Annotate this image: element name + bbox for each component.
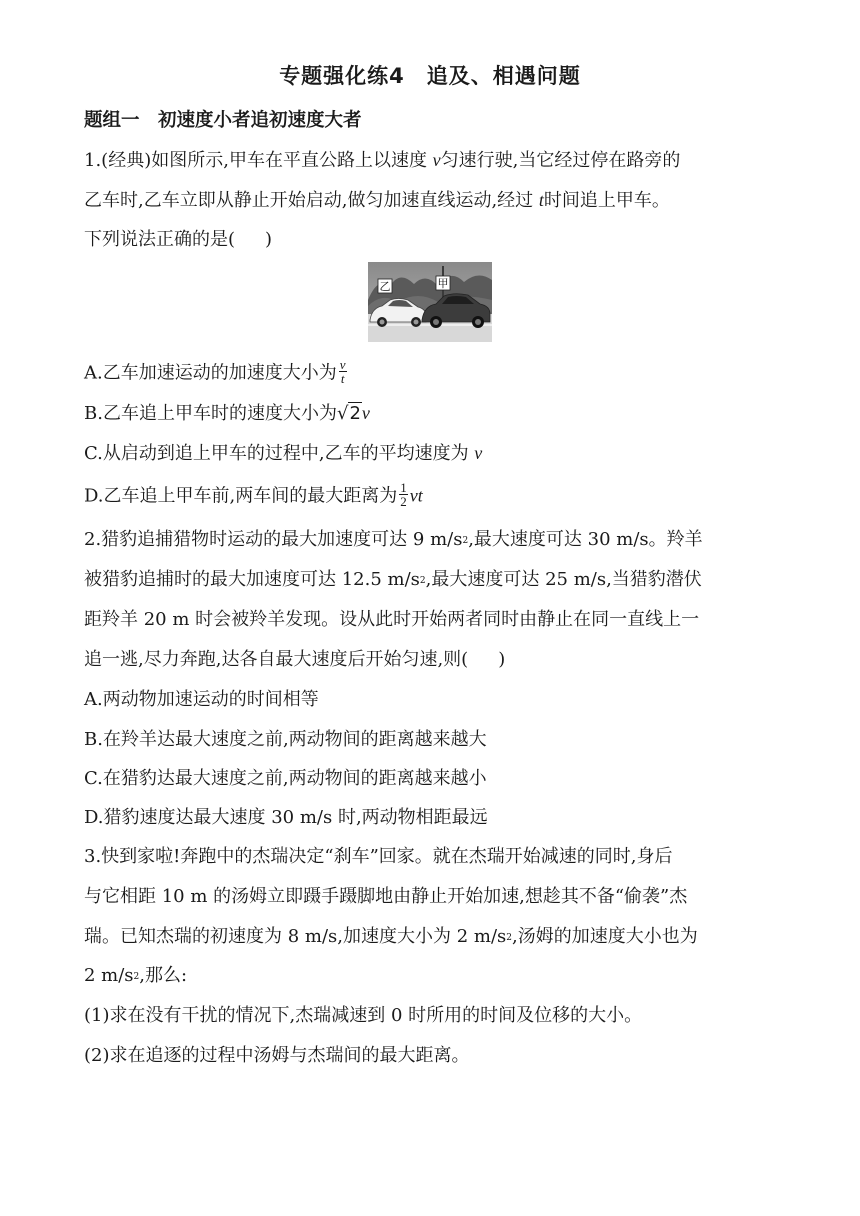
fraction-denominator: t (340, 371, 345, 386)
q2-option-a: A.两动物加速运动的时间相等 (84, 689, 319, 710)
q1-text: 1.(经典)如图所示,甲车在平直公路上以速度 (84, 150, 433, 171)
option-text: A.乙车加速运动的加速度大小为 (84, 362, 337, 384)
q1-text: 下列说法正确的是( (84, 229, 236, 250)
q1-line-1 (84, 148, 680, 173)
q3-line-2: 与它相距 10 m 的汤姆立即蹑手蹑脚地由静止开始加速,想趁其不备“偷袭”杰 (84, 886, 688, 907)
q3-text: 2 m/s (84, 965, 134, 986)
q1-text: 时间追上甲车。 (543, 190, 670, 211)
q1-text: ) (265, 229, 273, 250)
fraction-one-half (399, 481, 408, 508)
superscript: 2 (462, 536, 469, 546)
cars-photo-svg (368, 262, 492, 342)
fraction-denominator: 2 (400, 494, 407, 509)
q2-text: 被猎豹追捕时的最大加速度可达 12.5 m/s (84, 569, 420, 590)
option-text: C.从启动到追上甲车的过程中,乙车的平均速度为 (84, 443, 475, 464)
sqrt-symbol: √ (336, 403, 349, 424)
option-var-v: v (361, 403, 370, 423)
q2-line-3: 距羚羊 20 m 时会被羚羊发现。设从此时开始两者同时由静止在同一直线上一 (84, 609, 700, 630)
q2-option-b: B.在羚羊达最大速度之前,两动物间的距离越来越大 (84, 729, 487, 750)
q3-text: ,那么: (139, 965, 188, 986)
q2-text: ,最大速度可达 30 m/s。羚羊 (468, 529, 703, 550)
sqrt-argument: 2 (349, 403, 361, 424)
q1-var-t: t (538, 190, 544, 210)
q2-option-c: C.在猎豹达最大速度之前,两动物间的距离越来越小 (84, 768, 487, 789)
q2-line-2 (84, 568, 702, 592)
q3-part-1: (1)求在没有干扰的情况下,杰瑞减速到 0 时所用的时间及位移的大小。 (84, 1005, 643, 1026)
option-text: B.乙车追上甲车时的速度大小为 (84, 403, 337, 424)
q2-line-1 (84, 528, 703, 552)
photo-label-yi: 乙 (379, 280, 391, 293)
superscript: 2 (506, 933, 512, 943)
cars-photo (368, 262, 492, 342)
q1-text: 匀速行驶,当它经过停在路旁的 (440, 150, 681, 171)
q1-option-b (84, 401, 370, 426)
group-heading-1: 题组一 初速度小者追初速度大者 (84, 110, 362, 131)
q3-text: ,汤姆的加速度大小也为 (512, 926, 698, 947)
q3-line-4 (84, 964, 187, 988)
fraction-numerator: 1 (400, 480, 407, 495)
option-var-vt: vt (409, 485, 423, 506)
q1-option-a (84, 357, 349, 387)
q3-text: 瑞。已知杰瑞的初速度为 8 m/s,加速度大小为 2 m/s (84, 926, 507, 947)
q1-option-d (84, 480, 423, 510)
superscript: 2 (133, 972, 140, 982)
q1-option-c (84, 441, 482, 466)
q1-line-2 (84, 188, 670, 213)
q2-option-d: D.猎豹速度达最大速度 30 m/s 时,两动物相距最远 (84, 807, 488, 828)
q2-text: 2.猎豹追捕猎物时运动的最大加速度可达 9 m/s (84, 529, 463, 550)
photo-label-jia: 甲 (437, 277, 449, 290)
superscript: 2 (419, 576, 426, 586)
q1-var-v: v (432, 150, 441, 170)
q3-line-3 (84, 925, 698, 949)
q1-line-3 (84, 228, 272, 252)
page-title: 专题强化练4 追及、相遇问题 (279, 64, 581, 88)
fraction-numerator: v (339, 357, 346, 372)
q2-line-4 (84, 648, 505, 672)
q3-part-2: (2)求在追逐的过程中汤姆与杰瑞间的最大距离。 (84, 1045, 470, 1066)
q2-text: 追一逃,尽力奔跑,达各自最大速度后开始匀速,则( (84, 649, 469, 670)
option-text: D.乙车追上甲车前,两车间的最大距离为 (84, 485, 398, 507)
q2-text: ,最大速度可达 25 m/s,当猎豹潜伏 (425, 569, 702, 590)
q3-line-1: 3.快到家啦!奔跑中的杰瑞决定“刹车”回家。就在杰瑞开始减速的同时,身后 (84, 846, 673, 867)
q1-text: 乙车时,乙车立即从静止开始启动,做匀加速直线运动,经过 (84, 190, 539, 211)
option-var-v: v (474, 443, 483, 463)
q2-text: ) (498, 649, 506, 670)
fraction-v-over-t (339, 358, 347, 385)
